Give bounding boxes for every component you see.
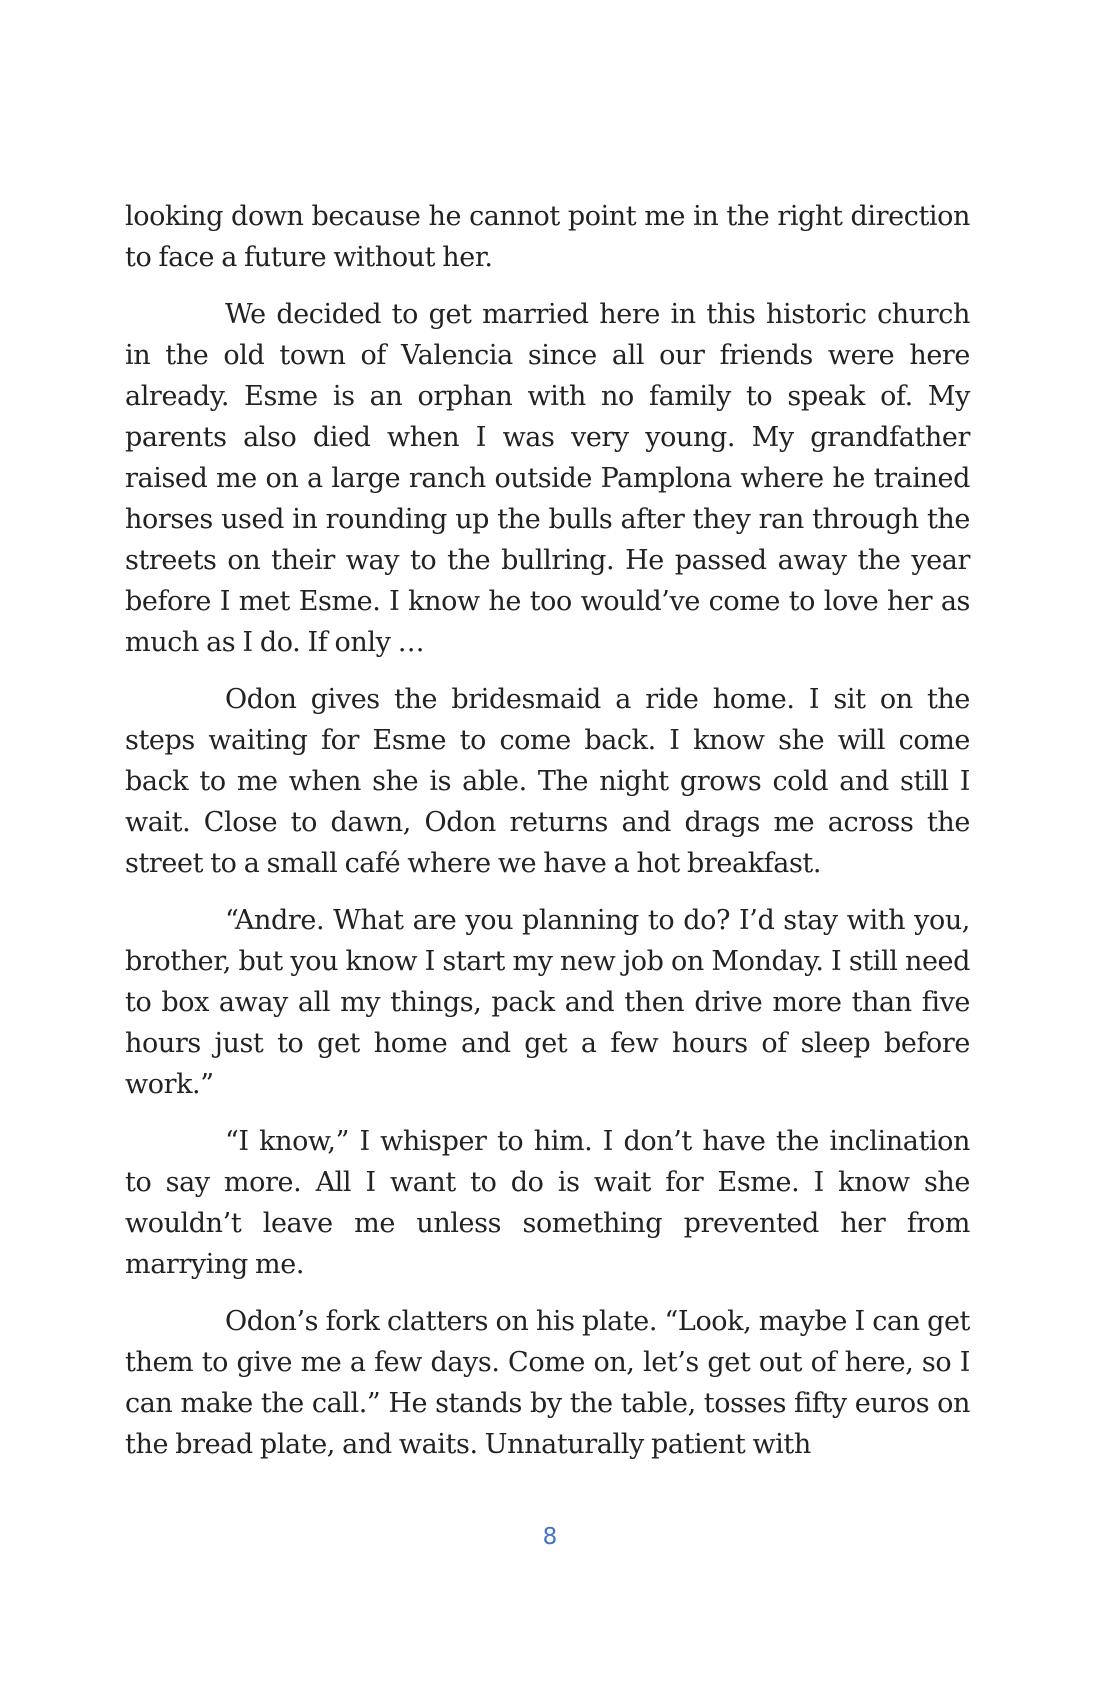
paragraph-1: looking down because he cannot point me in the right direction to face a future without her. <box>125 201 970 273</box>
page-body <box>125 196 970 1481</box>
paragraph-6: Odon’s fork clatters on his plate. “Look, maybe I can get them to give me a few days. Come on, let’s get out of here, so I can make the call.” He stands by the table, tosses fifty euros on the bread plate, and waits. Unnaturally patient with <box>125 1306 970 1460</box>
paragraph-5: “I know,” I whisper to him. I don’t have the inclination to say more. All I want to do is wait for Esme. I know she wouldn’t leave me unless something prevented her from marrying me. <box>125 1126 970 1280</box>
paragraph-4: “Andre. What are you planning to do? I’d stay with you, brother, but you know I start my new job on Monday. I still need to box away all my things, pack and then drive more than five hours just to get home and get a few hours of sleep before work.” <box>125 905 970 1100</box>
page-number: 8 <box>542 1524 558 1550</box>
paragraph-3: Odon gives the bridesmaid a ride home. I sit on the steps waiting for Esme to come back. I know she will come back to me when she is able. The night grows cold and still I wait. Close to dawn, Odon returns and drags me across the street to a small café where we have a hot breakfast. <box>125 684 970 879</box>
paragraph-2: We decided to get married here in this historic church in the old town of Valencia since all our friends were here already. Esme is an orphan with no family to speak of. My parents also died when I was very young. My grandfather raised me on a large ranch outside Pamplona where he trained horses used in rounding up the bulls after they ran through the streets on their way to the bullring. He passed away the year before I met Esme. I know he too would’ve come to love her as much as I do. If only … <box>125 299 970 658</box>
